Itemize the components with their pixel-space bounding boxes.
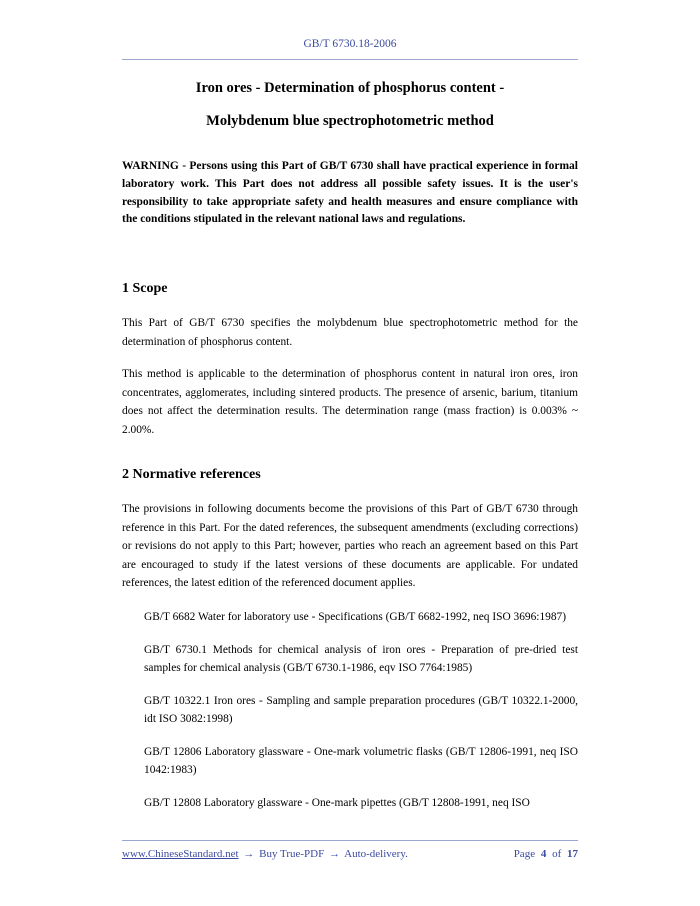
list-item: GB/T 10322.1 Iron ores - Sampling and sample preparation procedures (GB/T 10322.1-2000, idt ISO 3082:1998) <box>144 694 578 726</box>
page-title <box>122 78 578 132</box>
page-header <box>122 38 578 50</box>
list-item: GB/T 6730.1 Methods for chemical analysis of iron ores - Preparation of pre-dried test samples for chemical analysis (GB/T 6730.1-1986, eqv ISO 7764:1985) <box>144 643 578 675</box>
header-standard-code: GB/T 6730.18-2006 <box>303 38 397 50</box>
section-normative-references-intro: The provisions in following documents become the provisions of this Part of GB/T 6730 through reference in this Part. For the dated references, the subsequent amendments (excluding corrections) or revisions do not apply to this Part; however, parties who reach an agreement based on this Part are encouraged to study if the latest versions of these documents are applicable. For undated references, the latest edition of the referenced document applies. <box>122 503 578 589</box>
header-divider <box>122 59 578 60</box>
list-item: GB/T 6682 Water for laboratory use - Specifications (GB/T 6682-1992, neq ISO 3696:1987) <box>144 611 567 624</box>
footer-purchase-info <box>122 848 408 860</box>
arrow-right-icon: → <box>243 848 255 860</box>
normative-reference-list <box>122 608 578 812</box>
list-item: GB/T 12808 Laboratory glassware - One-mark pipettes (GB/T 12808-1991, neq ISO <box>144 796 530 809</box>
section-scope <box>122 281 578 439</box>
footer-pagination <box>514 848 578 860</box>
title-line-1: Iron ores - Determination of phosphorus content - <box>195 80 505 96</box>
footer-site-link[interactable]: www.ChineseStandard.net <box>122 848 239 860</box>
footer-page-number: 4 <box>540 848 547 860</box>
footer-total-pages: 17 <box>567 848 578 860</box>
footer-of-label: of <box>552 848 562 860</box>
section-scope-heading: 1 Scope <box>122 281 168 297</box>
footer-delivery-text: Auto-delivery. <box>344 848 408 860</box>
warning-notice: WARNING - Persons using this Part of GB/T 6730 shall have practical experience in formal laboratory work. This Part does not address all possible safety issues. It is the user's responsibility to take appropriate safety and health measures and ensure compliance with the conditions stipulated in the relevant national laws and regulations. <box>122 160 578 226</box>
arrow-right-icon-2: → <box>328 848 340 860</box>
list-item: GB/T 12806 Laboratory glassware - One-mark volumetric flasks (GB/T 12806-1991, neq ISO 1042:1983) <box>144 745 578 777</box>
section-normative-references-heading: 2 Normative references <box>122 467 261 483</box>
section-normative-references <box>122 467 578 812</box>
section-scope-paragraph-2: This method is applicable to the determination of phosphorus content in natural iron ores, iron concentrates, agglomerates, including sintered products. The presence of arsenic, barium, titanium does not affect the determination results. The determination range (mass fraction) is 0.003% ~ 2.00%. <box>122 368 578 436</box>
document-content <box>122 78 578 812</box>
page-footer <box>122 848 578 860</box>
footer-page-label: Page <box>513 848 536 860</box>
section-scope-paragraph-1: This Part of GB/T 6730 specifies the molybdenum blue spectrophotometric method for the determination of phosphorus content. <box>122 317 578 348</box>
title-line-2: Molybdenum blue spectrophotometric method <box>206 113 494 130</box>
footer-divider <box>122 840 578 841</box>
footer-buy-text: Buy True-PDF <box>259 848 325 860</box>
